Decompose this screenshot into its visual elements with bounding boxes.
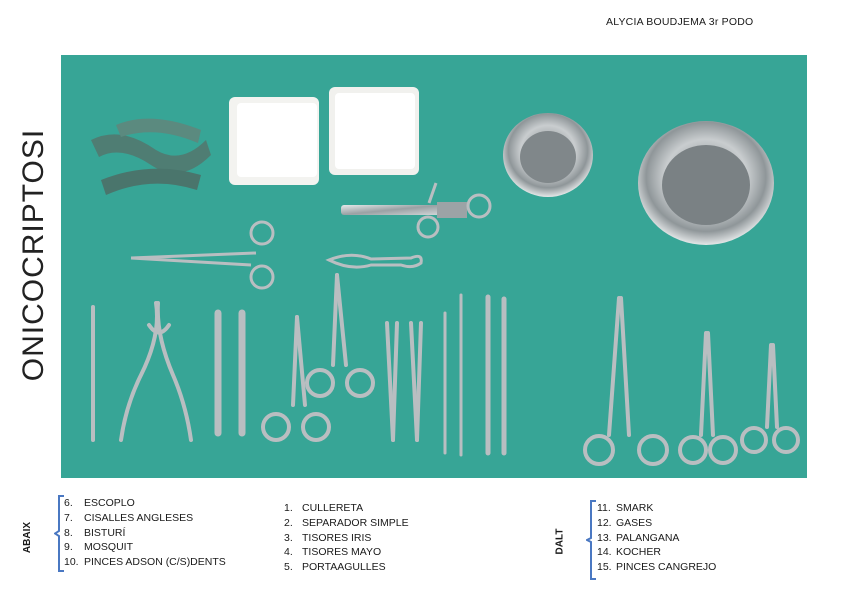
item-name: PINCES ADSON (C/S)DENTS	[84, 556, 226, 569]
item-name: ESCOPLO	[84, 497, 135, 509]
item-name: SEPARADOR SIMPLE	[302, 516, 409, 529]
legend-item	[597, 501, 716, 516]
page-title: ONICOCRIPTOSI	[17, 128, 51, 382]
legend-item	[597, 531, 716, 546]
item-name: CISALLES ANGLESES	[84, 511, 194, 524]
legend-item	[284, 560, 409, 575]
large-bowl	[638, 121, 774, 245]
dalt-label: DALT	[554, 528, 566, 554]
item-number: 2.	[284, 516, 293, 529]
legend-item	[597, 560, 716, 575]
instruments-photo	[61, 55, 807, 478]
item-number: 15.	[597, 561, 612, 574]
gauze-pads	[229, 87, 419, 185]
item-number: 13.	[597, 531, 612, 544]
dalt-legend	[597, 501, 716, 575]
item-name: PORTAAGULLES	[302, 561, 386, 574]
bottom-instruments	[93, 275, 798, 464]
legend-item	[284, 501, 409, 516]
item-name: MOSQUIT	[84, 541, 133, 554]
abaix-label-container	[20, 507, 36, 567]
item-name: PINCES CANGREJO	[616, 561, 717, 574]
item-name: CULLERETA	[302, 502, 364, 514]
legend-item	[284, 545, 409, 560]
item-number: 5.	[284, 561, 293, 574]
legend-item	[597, 516, 716, 531]
item-name: TISORES IRIS	[302, 531, 372, 544]
legend-item	[597, 545, 716, 560]
abaix-label: ABAIX	[22, 521, 34, 553]
instruments-illustration	[61, 55, 807, 478]
syringe	[341, 183, 490, 237]
smark-band	[91, 119, 211, 195]
title-container	[16, 130, 52, 380]
main-legend	[284, 501, 409, 575]
legend-item	[64, 540, 226, 555]
item-name: SMARK	[616, 502, 654, 514]
item-name: BISTURÍ	[84, 526, 126, 539]
abaix-legend	[64, 496, 226, 570]
item-number: 7.	[64, 511, 73, 524]
item-name: KOCHER	[616, 546, 661, 559]
item-number: 11.	[597, 502, 611, 514]
item-number: 14.	[597, 546, 612, 559]
item-name: PALANGANA	[616, 531, 680, 544]
legend-item	[64, 511, 226, 526]
item-number: 9.	[64, 541, 73, 554]
simple-separator	[329, 255, 421, 267]
item-number: 10.	[64, 556, 79, 569]
legend-item	[64, 555, 226, 570]
item-name: TISORES MAYO	[302, 546, 382, 559]
item-name: GASES	[616, 516, 653, 529]
legend-item	[64, 526, 226, 541]
item-number: 12.	[597, 516, 612, 529]
legend-item	[284, 531, 409, 546]
dalt-label-container	[552, 513, 568, 569]
horizontal-hemostat	[131, 222, 273, 288]
legend-item	[284, 516, 409, 531]
small-bowl	[503, 113, 593, 197]
item-number: 1.	[284, 502, 293, 514]
item-number: 8.	[64, 526, 73, 539]
item-number: 6.	[64, 497, 73, 509]
legend-item	[64, 496, 226, 511]
item-number: 4.	[284, 546, 293, 559]
item-number: 3.	[284, 531, 293, 544]
author-label: ALYCIA BOUDJEMA 3r PODO	[606, 16, 754, 28]
